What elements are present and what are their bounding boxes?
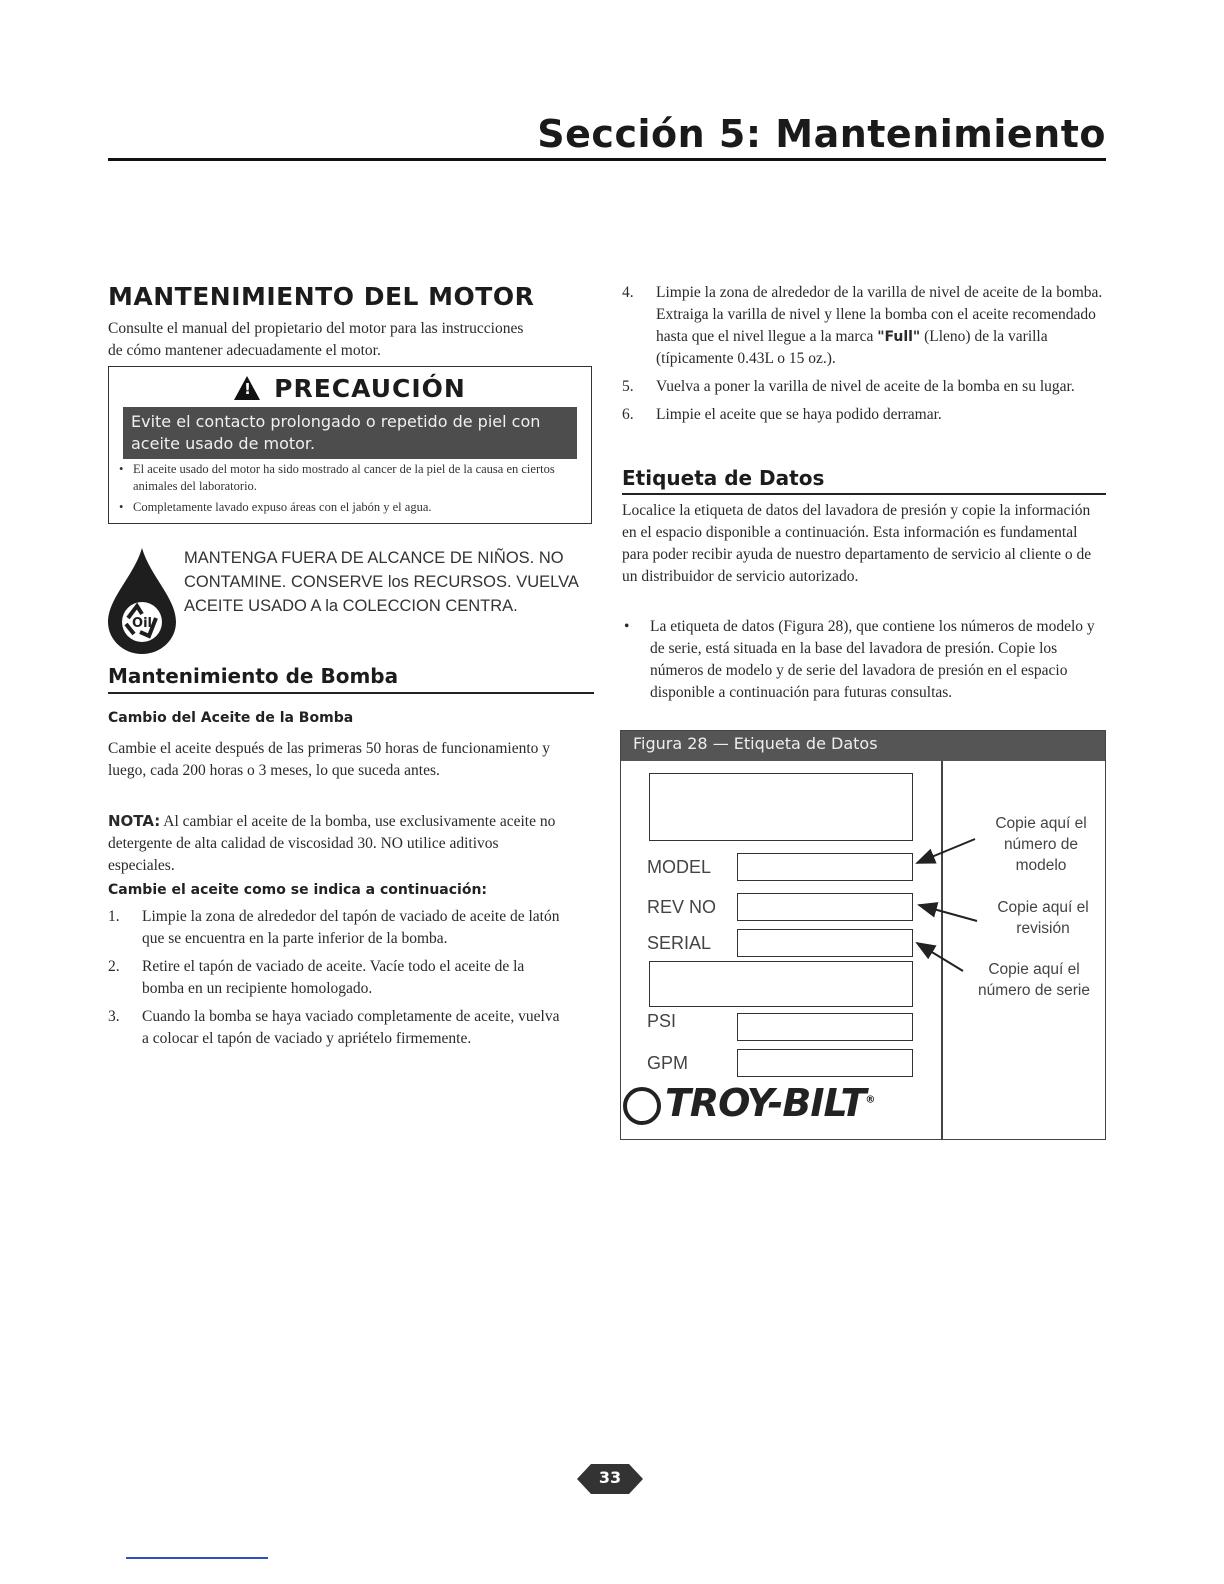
data-label-bullet: • La etiqueta de datos (Figura 28), que contiene los números de modelo y de serie, está situada en la base del lavadora de presión. Copie los números de modelo y de serie del lavadora de presión en el espacio disponible a continuación para futuras consultas. <box>622 616 1100 704</box>
note-label: NOTA: <box>108 812 161 830</box>
motor-maintenance-heading: MANTENIMIENTO DEL MOTOR <box>108 282 535 311</box>
caution-item: • Completamente lavado expuso áreas con el jabón y el agua. <box>115 499 585 516</box>
caution-header <box>109 367 591 409</box>
recycle-notice: MANTENGA FUERA DE ALCANCE DE NIÑOS. NO CONTAMINE. CONSERVE los RECURSOS. VUELVA ACEITE USADO A la COLECCION CENTRA. <box>184 549 578 615</box>
caution-title: PRECAUCIÓN <box>274 373 466 403</box>
motor-intro-text: Consulte el manual del propietario del motor para las instrucciones de cómo mantener adecuadamente el motor. <box>108 320 524 359</box>
figure-data-label <box>620 730 1106 1140</box>
serial-arrow-icon <box>917 943 963 971</box>
caution-item: • El aceite usado del motor ha sido mostrado al cancer de la piel de la causa en ciertos animales del laboratorio. <box>115 461 585 495</box>
rev-note: Copie aquí el revisión <box>997 899 1089 937</box>
pump-steps-continued <box>622 282 1106 426</box>
troy-bilt-logo: TROY-BILT® <box>623 1081 874 1125</box>
pump-maintenance-heading: Mantenimiento de Bomba <box>108 664 399 688</box>
page-number-badge <box>577 1462 643 1496</box>
caution-box <box>108 366 592 524</box>
pump-oil-paragraph: Cambie el aceite después de las primeras 50 horas de funcionamiento y luego, cada 200 horas o 3 meses, lo que suceda antes. <box>108 740 551 779</box>
note-text: Al cambiar el aceite de la bomba, use exclusivamente aceite no detergente de alta calidad de viscosidad 30. NO utilice aditivos especiales. <box>108 813 556 874</box>
steps-title: Cambie el aceite como se indica a continuación: <box>108 882 488 898</box>
data-heading-rule <box>622 493 1106 495</box>
pump-oil-change-subtitle: Cambio del Aceite de la Bomba <box>108 710 354 726</box>
psi-label: PSI <box>647 1011 677 1031</box>
list-item: 1. Limpie la zona de alrededor del tapón de vaciado de aceite de latón que se encuentra en la parte inferior de la bomba. <box>108 908 560 947</box>
model-arrow-icon <box>917 839 975 863</box>
list-item: 3. Cuando la bomba se haya vaciado completamente de aceite, vuelva a colocar el tapón de vaciado y apriételo firmemente. <box>108 1008 560 1047</box>
model-label: MODEL <box>647 857 712 877</box>
rev-label: REV NO <box>647 897 717 917</box>
data-label-heading: Etiqueta de Datos <box>622 466 825 490</box>
model-note: Copie aquí el número de modelo <box>995 815 1087 874</box>
oil-label: Oil <box>132 616 152 631</box>
list-item: 2. Retire el tapón de vaciado de aceite. Vacíe todo el aceite de la bomba en un recipiente homologado. <box>108 958 525 997</box>
list-item: 6. Limpie el aceite que se haya podido derramar. <box>622 406 942 423</box>
section-title: Sección 5: Mantenimiento <box>537 112 1106 156</box>
rev-arrow-icon <box>919 905 977 921</box>
serial-label: SERIAL <box>647 933 712 953</box>
header-divider <box>108 158 1106 161</box>
list-item: 5. Vuelva a poner la varilla de nivel de aceite de la bomba en su lugar. <box>622 378 1075 395</box>
warning-triangle-icon: ! <box>234 376 260 400</box>
pump-heading-rule <box>108 692 594 694</box>
list-item: 4. Limpie la zona de alrededor de la varilla de nivel de aceite de la bomba. Extraiga la varilla de nivel y llene la bomba con el aceite recomendado hasta que el nivel llegue a la marca "Full" (Lleno) de la varilla (típicamente 0.43L o 15 oz.). <box>622 284 1103 367</box>
page-number: 33 <box>598 1468 622 1487</box>
figure-title: Figura 28 — Etiqueta de Datos <box>633 734 878 753</box>
logo-ring-icon <box>623 1087 661 1125</box>
oil-drop-recycle-icon <box>104 546 180 656</box>
data-label-paragraph: Localice la etiqueta de datos del lavadora de presión y copie la información en el espacio disponible a continuación. Esta información es fundamental para poder recibir ayuda de nuestro departamento de servicio al cliente o de un distribuidor de servicio autorizado. <box>622 502 1092 585</box>
serial-note: Copie aquí el número de serie <box>977 961 1090 999</box>
caution-banner: Evite el contacto prolongado o repetido de piel con aceite usado de motor. <box>123 407 577 459</box>
pump-steps-list <box>108 906 568 1050</box>
caution-list <box>115 461 585 520</box>
pump-note <box>108 810 568 877</box>
gpm-label: GPM <box>647 1053 689 1073</box>
footer-link-underline <box>126 1557 268 1559</box>
